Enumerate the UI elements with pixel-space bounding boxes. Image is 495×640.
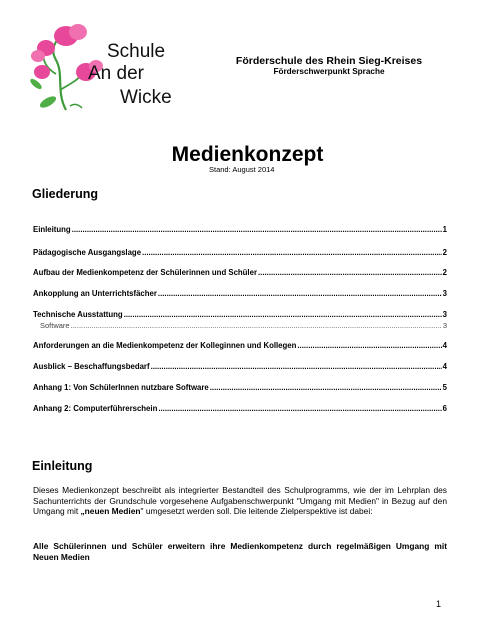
toc-entry-page: 3 [442,310,447,319]
school-header [215,55,443,77]
toc-heading: Gliederung [32,187,98,201]
logo-text-line-3: Wicke [120,87,172,108]
toc-entry-label: Anforderungen an die Medienkompetenz der Kolleginnen und Kollegen [33,341,297,350]
toc-entry-page: 3 [442,321,447,330]
toc-entry[interactable] [33,289,447,298]
toc-entry-label: Aufbau der Medienkompetenz der Schülerinnen und Schüler [33,268,257,277]
intro-paragraph [33,485,447,517]
toc-entry-label: Pädagogische Ausgangslage [33,248,142,257]
toc-entry-page: 6 [442,404,447,413]
toc-entry[interactable] [33,248,447,257]
toc-entry-label: Technische Ausstattung [33,310,123,319]
logo-text-line-1: Schule [107,41,166,62]
toc-entry-label: Anhang 1: Von SchülerInnen nutzbare Software [33,383,209,392]
school-subtitle: Förderschwerpunkt Sprache [273,67,385,76]
school-logo [26,22,176,114]
toc-entry[interactable] [33,341,447,350]
document-title: Medienkonzept [171,143,324,166]
school-name: Förderschule des Rhein Sieg-Kreises [235,55,423,67]
toc-entry-page: 2 [442,268,447,277]
intro-text-2: " umgesetzt werden soll. Die leitende Zielperspektive ist dabei: [140,506,373,517]
toc-subentry[interactable] [40,321,447,330]
toc-entry-page: 2 [442,248,447,257]
document-date: Stand: August 2014 [209,165,275,174]
toc-entry[interactable] [33,225,447,234]
toc-entry-label: Ankopplung an Unterrichtsfächer [33,289,157,298]
toc-entry[interactable] [33,310,447,319]
toc-entry-label: Einleitung [33,225,71,234]
toc-entry-label: Ausblick – Beschaffungsbedarf [33,362,150,371]
intro-text-bold: „neuen Medien [80,506,141,517]
toc-entry-page: 4 [442,362,447,371]
toc-entry-page: 4 [442,341,447,350]
page-number: 1 [436,599,442,609]
toc-entry-label: Software [40,321,70,330]
toc-entry[interactable] [33,383,447,392]
section-heading: Einleitung [32,459,93,473]
toc-entry-page: 1 [442,225,447,234]
toc-entry-page: 3 [442,289,447,298]
toc-entry-label: Anhang 2: Computerführerschein [33,404,158,413]
toc-entry-page: 5 [442,383,447,392]
goal-statement: Alle Schülerinnen und Schüler erweitern ihre Medienkompetenz durch regelmäßigen Umgang mit Neuen Medien [33,541,447,562]
toc-entry[interactable] [33,362,447,371]
toc-entry[interactable] [33,404,447,413]
toc-entry[interactable] [33,268,447,277]
intro-text-1: Dieses Medienkonzept beschreibt als integrierter Bestandteil des Schulprogramms, wie der im Lehrplan des Sachunterrichts der Grundschule vorgesehene Aufgabenschwerpunkt "Umgang mit Medien" in Bezug auf den Umgang mit [33,485,447,517]
logo-text-line-2: An der [88,63,144,84]
